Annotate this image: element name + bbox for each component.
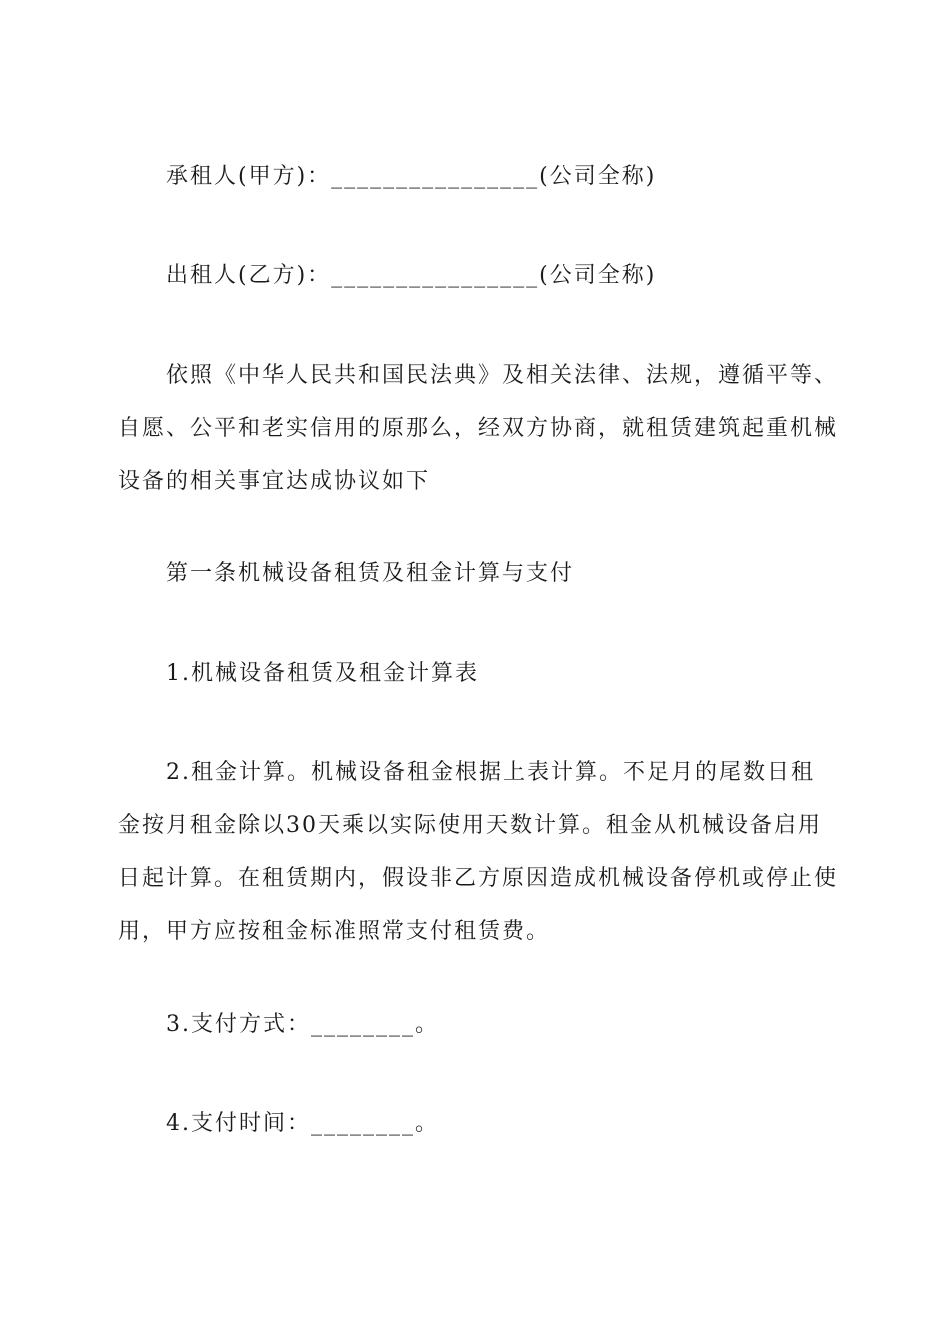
clause-1: 1.机械设备租赁及租金计算表 xyxy=(166,661,479,686)
lessee-line: 承租人(甲方)：________________(公司全称) xyxy=(166,164,657,189)
lessor-line: 出租人(乙方)：________________(公司全称) xyxy=(166,263,657,288)
clause-4-payment-time: 4.支付时间：________。 xyxy=(166,1111,439,1136)
clause-3-payment-method: 3.支付方式：________。 xyxy=(166,1012,439,1037)
article-one-heading: 第一条机械设备租赁及租金计算与支付 xyxy=(166,561,575,586)
clause-2: 2.租金计算。机械设备租金根据上表计算。不足月的尾数日租金按月租金除以30天乘以实际使用天数计算。租金从机械设备启用日起计算。在租赁期内，假设非乙方原因造成机械设备停机或停止使用，甲方应按租金标准照常支付租赁费。 xyxy=(118,760,839,944)
preamble-paragraph: 依照《中华人民共和国民法典》及相关法律、法规，遵循平等、自愿、公平和老实信用的原那么，经双方协商，就租赁建筑起重机械设备的相关事宜达成协议如下 xyxy=(118,363,839,494)
